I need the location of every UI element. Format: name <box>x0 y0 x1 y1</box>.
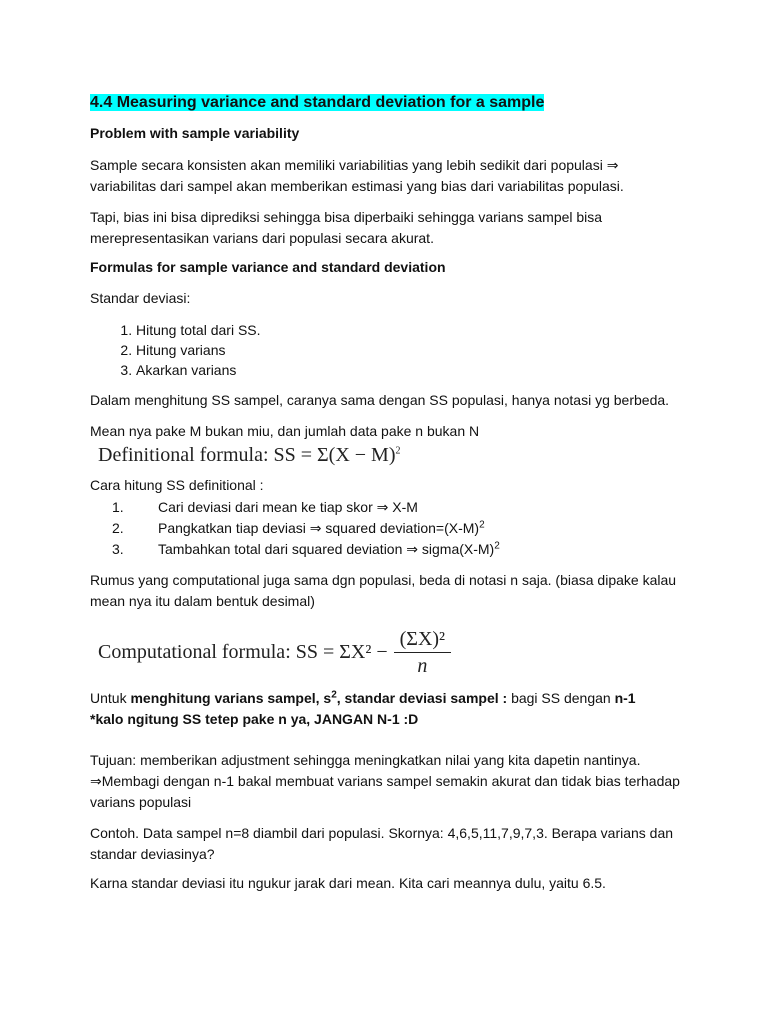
paragraph-line: variabilitas dari sampel akan memberikan estimasi yang bias dari variabilitas populasi. <box>90 178 624 194</box>
paragraph-line: Rumus yang computational juga sama dgn populasi, beda di notasi n saja. (biasa dipake kalau <box>90 572 677 588</box>
cara-step-2 <box>90 518 690 539</box>
list-item: 1. Hitung total dari SS. <box>136 320 261 340</box>
text-run-bold: , standar deviasi sampel : <box>336 690 512 706</box>
text-run-bold: menghitung varians sampel, s <box>130 690 332 706</box>
paragraph-line: Sample secara konsisten akan memiliki variabilitias yang lebih sedikit dari populasi ⇒ <box>90 157 619 173</box>
paragraph-line: ⇒Membagi dengan n-1 bakal membuat varians sampel semakin akurat dan tidak bias terhadap <box>90 773 680 789</box>
subheading-problem: Problem with sample variability <box>90 125 300 141</box>
paragraph-bias <box>90 207 602 249</box>
paragraph-line: Tapi, bias ini bisa diprediksi sehingga bisa diperbaiki sehingga varians sampel bisa <box>90 209 603 225</box>
paragraph-sample-variability <box>90 155 624 197</box>
paragraph-tujuan <box>90 750 680 813</box>
paragraph-line: Contoh. Data sampel n=8 diambil dari populasi. Skornya: 4,6,5,11,7,9,7,3. Berapa varians dan <box>90 825 674 841</box>
formula-fraction <box>394 628 451 677</box>
step-text <box>158 539 690 560</box>
paragraph-line: varians populasi <box>90 794 192 810</box>
fraction-denominator: n <box>417 655 428 677</box>
step-text <box>158 518 690 539</box>
cara-step-3 <box>90 539 690 560</box>
cara-label: Cara hitung SS definitional : <box>90 477 264 493</box>
paragraph-ss-sample: Dalam menghitung SS sampel, caranya sama dengan SS populasi, hanya notasi yg berbeda. <box>90 392 670 408</box>
paragraph-line: standar deviasinya? <box>90 846 215 862</box>
step-number: 3. <box>112 541 124 557</box>
step-exponent: 2 <box>479 519 485 531</box>
paragraph-mean-notation: Mean nya pake M bukan miu, dan jumlah data pake n bukan N <box>90 423 480 439</box>
paragraph-varians-sampel <box>90 690 636 706</box>
step-number: 1. <box>112 499 124 515</box>
text-exponent: 2 <box>331 689 337 701</box>
paragraph-contoh <box>90 823 673 865</box>
definitional-formula <box>98 444 401 467</box>
note-jangan: *kalo ngitung SS tetep pake n ya, JANGAN N-1 :D <box>90 711 419 727</box>
std-steps-list <box>90 320 261 380</box>
text-run: Untuk <box>90 690 131 706</box>
std-label: Standar deviasi: <box>90 290 191 306</box>
step-exponent: 2 <box>494 540 500 552</box>
text-run: bagi SS dengan <box>511 690 615 706</box>
list-item: 3. Akarkan varians <box>136 360 261 380</box>
paragraph-karna: Karna standar deviasi itu ngukur jarak dari mean. Kita cari meannya dulu, yaitu 6.5. <box>90 875 606 891</box>
step-text <box>158 497 690 518</box>
fraction-numerator: (ΣX)² <box>394 628 451 653</box>
cara-step-1 <box>90 497 690 518</box>
paragraph-computational <box>90 570 676 612</box>
step-text-main: Pangkatkan tiap deviasi ⇒ squared deviation=(X-M) <box>158 520 480 536</box>
step-text-main: Cari deviasi dari mean ke tiap skor ⇒ X-M <box>158 499 418 515</box>
formula-left: Computational formula: SS = ΣX² − <box>98 641 388 663</box>
subheading-formulas: Formulas for sample variance and standard deviation <box>90 259 446 275</box>
formula-text: Definitional formula: SS = Σ(X − M) <box>98 444 396 466</box>
paragraph-line: Tujuan: memberikan adjustment sehingga meningkatkan nilai yang kita dapetin nantinya. <box>90 752 641 768</box>
formula-exponent: 2 <box>395 445 401 457</box>
heading-highlight: 4.4 Measuring variance and standard deviation for a sample <box>90 94 545 111</box>
paragraph-line: mean nya itu dalam bentuk desimal) <box>90 593 315 609</box>
section-heading <box>90 94 544 112</box>
text-run-bold: n-1 <box>614 690 636 706</box>
step-number: 2. <box>112 520 124 536</box>
computational-formula <box>98 628 451 677</box>
cara-steps <box>90 497 690 560</box>
list-item: 2. Hitung varians <box>136 340 261 360</box>
paragraph-line: merepresentasikan varians dari populasi secara akurat. <box>90 230 434 246</box>
step-text-main: Tambahkan total dari squared deviation ⇒ sigma(X-M) <box>158 541 495 557</box>
